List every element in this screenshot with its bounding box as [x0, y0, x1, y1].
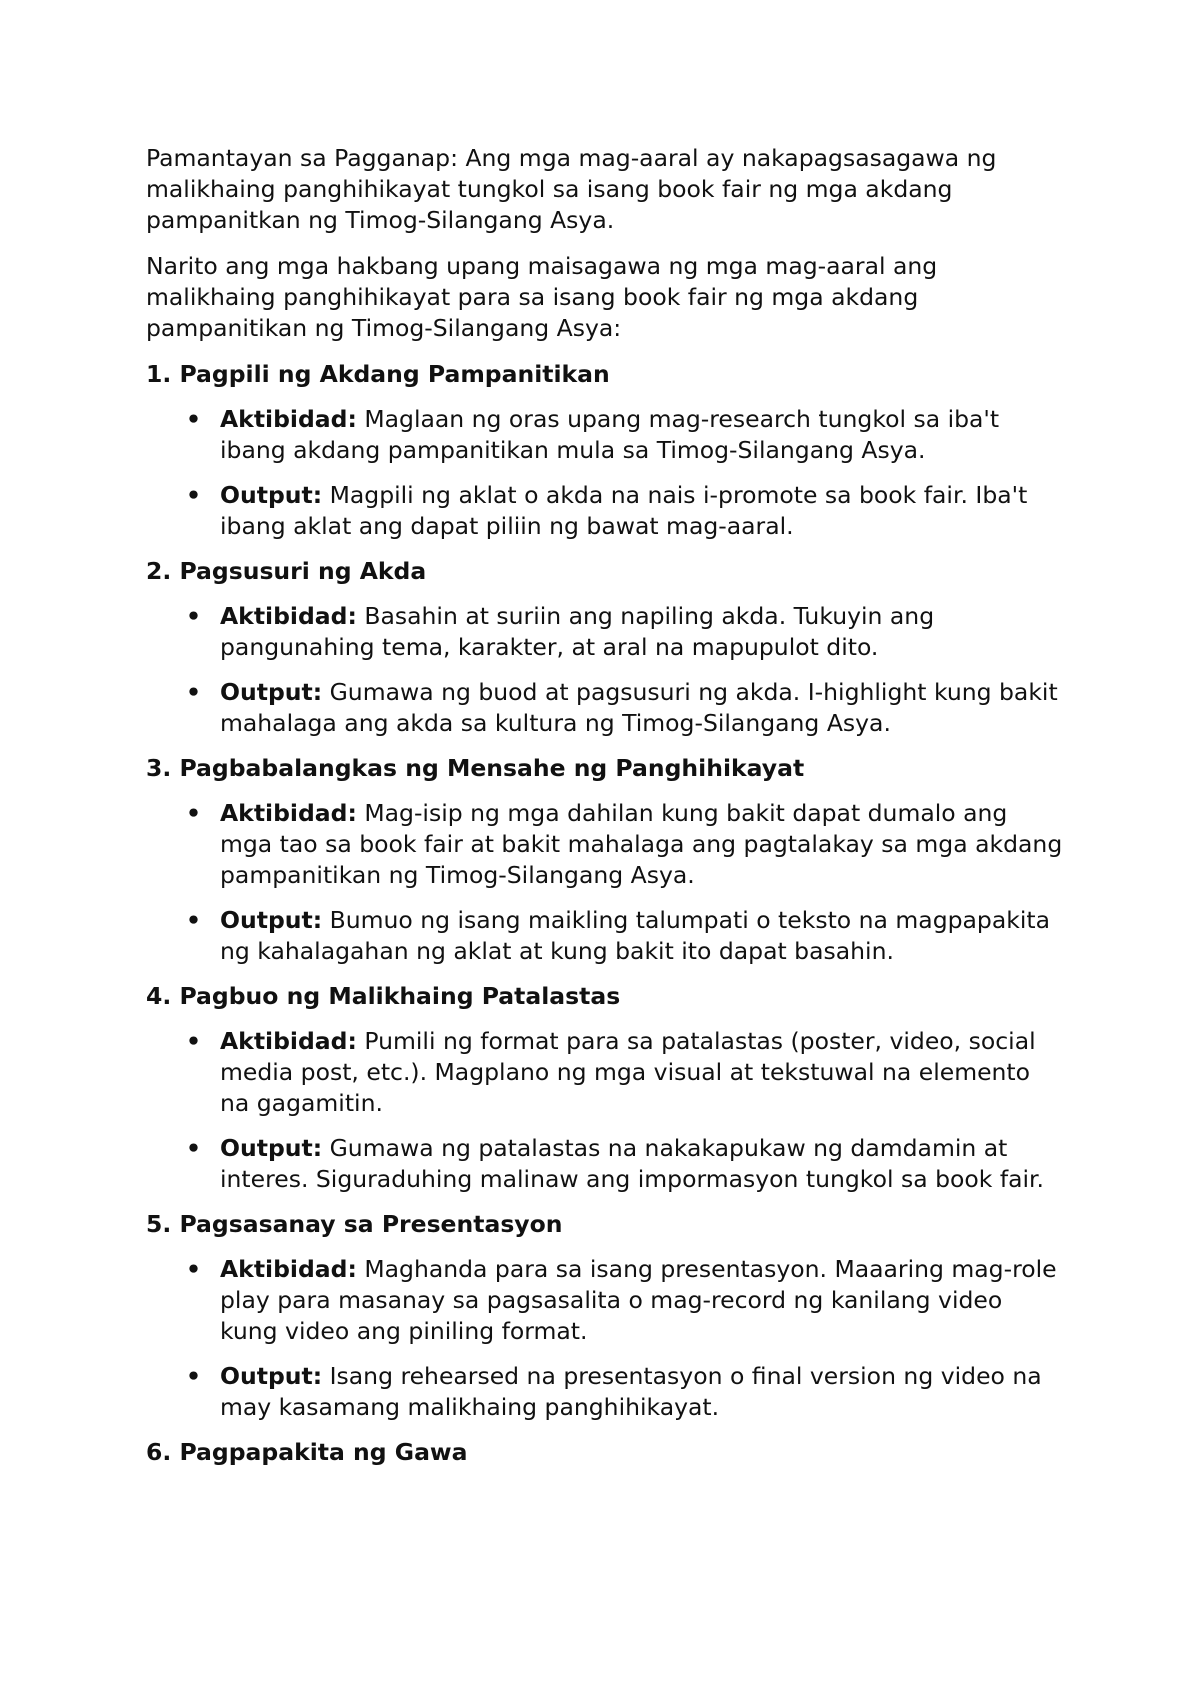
step-5-heading: 5. Pagsasanay sa Presentasyon — [146, 1210, 563, 1238]
bullet-icon: • — [186, 602, 202, 630]
step-1-list — [146, 404, 1066, 542]
item-text: Gumawa ng buod at pagsusuri ng akda. I-highlight kung bakit mahalaga ang akda sa kultura ng Timog-Silangang Asya. — [220, 678, 1058, 737]
item-label: Aktibidad: — [220, 799, 357, 827]
bullet-icon: • — [186, 1362, 202, 1390]
item-label: Aktibidad: — [220, 1255, 357, 1283]
list-item — [146, 798, 1066, 891]
step-5-list — [146, 1254, 1066, 1423]
item-label: Output: — [220, 481, 323, 509]
step-1-heading: 1. Pagpili ng Akdang Pampanitikan — [146, 360, 610, 388]
performance-standard-paragraph: Pamantayan sa Pagganap: Ang mga mag-aaral ay nakapagsasagawa ng malikhaing panghihikayat tungkol sa isang book fair ng mga akdang pampanitkan ng Timog-Silangang Asya. — [146, 144, 997, 234]
item-text: Gumawa ng patalastas na nakakapukaw ng damdamin at interes. Siguraduhing malinaw ang impormasyon tungkol sa book fair. — [220, 1134, 1044, 1193]
bullet-icon: • — [186, 481, 202, 509]
list-item — [146, 1254, 1066, 1347]
step-3-heading: 3. Pagbabalangkas ng Mensahe ng Panghihikayat — [146, 754, 805, 782]
item-label: Output: — [220, 678, 323, 706]
step-2-heading: 2. Pagsusuri ng Akda — [146, 557, 427, 585]
step-3-list — [146, 798, 1066, 967]
item-text: Mag-isip ng mga dahilan kung bakit dapat dumalo ang mga tao sa book fair at bakit mahalaga ang pagtalakay sa mga akdang pampanitikan ng Timog-Silangang Asya. — [220, 799, 1063, 889]
steps-intro-paragraph: Narito ang mga hakbang upang maisagawa ng mga mag-aaral ang malikhaing panghihikayat para sa isang book fair ng mga akdang pampanitikan ng Timog-Silangang Asya: — [146, 252, 938, 342]
bullet-icon: • — [186, 906, 202, 934]
item-text: Isang rehearsed na presentasyon o final version ng video na may kasamang malikhaing panghihikayat. — [220, 1362, 1042, 1421]
item-text: Magpili ng aklat o akda na nais i-promote sa book fair. Iba't ibang aklat ang dapat piliin ng bawat mag-aaral. — [220, 481, 1028, 540]
bullet-icon: • — [186, 405, 202, 433]
item-label: Output: — [220, 1134, 323, 1162]
step-4-list — [146, 1026, 1066, 1195]
list-item — [146, 1133, 1066, 1195]
bullet-icon: • — [186, 1134, 202, 1162]
bullet-icon: • — [186, 678, 202, 706]
item-text: Maglaan ng oras upang mag-research tungkol sa iba't ibang akdang pampanitikan mula sa Timog-Silangang Asya. — [220, 405, 1000, 464]
list-item — [146, 601, 1066, 663]
item-label: Aktibidad: — [220, 405, 357, 433]
item-text: Maghanda para sa isang presentasyon. Maaaring mag-role play para masanay sa pagsasalita o mag-record ng kanilang video kung video ang piniling format. — [220, 1255, 1057, 1345]
bullet-icon: • — [186, 799, 202, 827]
item-label: Output: — [220, 906, 323, 934]
list-item — [146, 1361, 1066, 1423]
bullet-icon: • — [186, 1255, 202, 1283]
item-label: Aktibidad: — [220, 1027, 357, 1055]
list-item — [146, 1026, 1066, 1119]
step-2-list — [146, 601, 1066, 739]
step-4-heading: 4. Pagbuo ng Malikhaing Patalastas — [146, 982, 621, 1010]
bullet-icon: • — [186, 1027, 202, 1055]
list-item — [146, 404, 1066, 466]
list-item — [146, 905, 1066, 967]
item-text: Basahin at suriin ang napiling akda. Tukuyin ang pangunahing tema, karakter, at aral na mapupulot dito. — [220, 602, 935, 661]
step-6-heading: 6. Pagpapakita ng Gawa — [146, 1438, 468, 1466]
list-item — [146, 677, 1066, 739]
list-item — [146, 480, 1066, 542]
item-label: Output: — [220, 1362, 323, 1390]
item-label: Aktibidad: — [220, 602, 357, 630]
item-text: Pumili ng format para sa patalastas (poster, video, social media post, etc.). Magplano ng mga visual at tekstuwal na elemento na gagamitin. — [220, 1027, 1036, 1117]
item-text: Bumuo ng isang maikling talumpati o teksto na magpapakita ng kahalagahan ng aklat at kung bakit ito dapat basahin. — [220, 906, 1051, 965]
document-page — [146, 143, 1066, 1482]
